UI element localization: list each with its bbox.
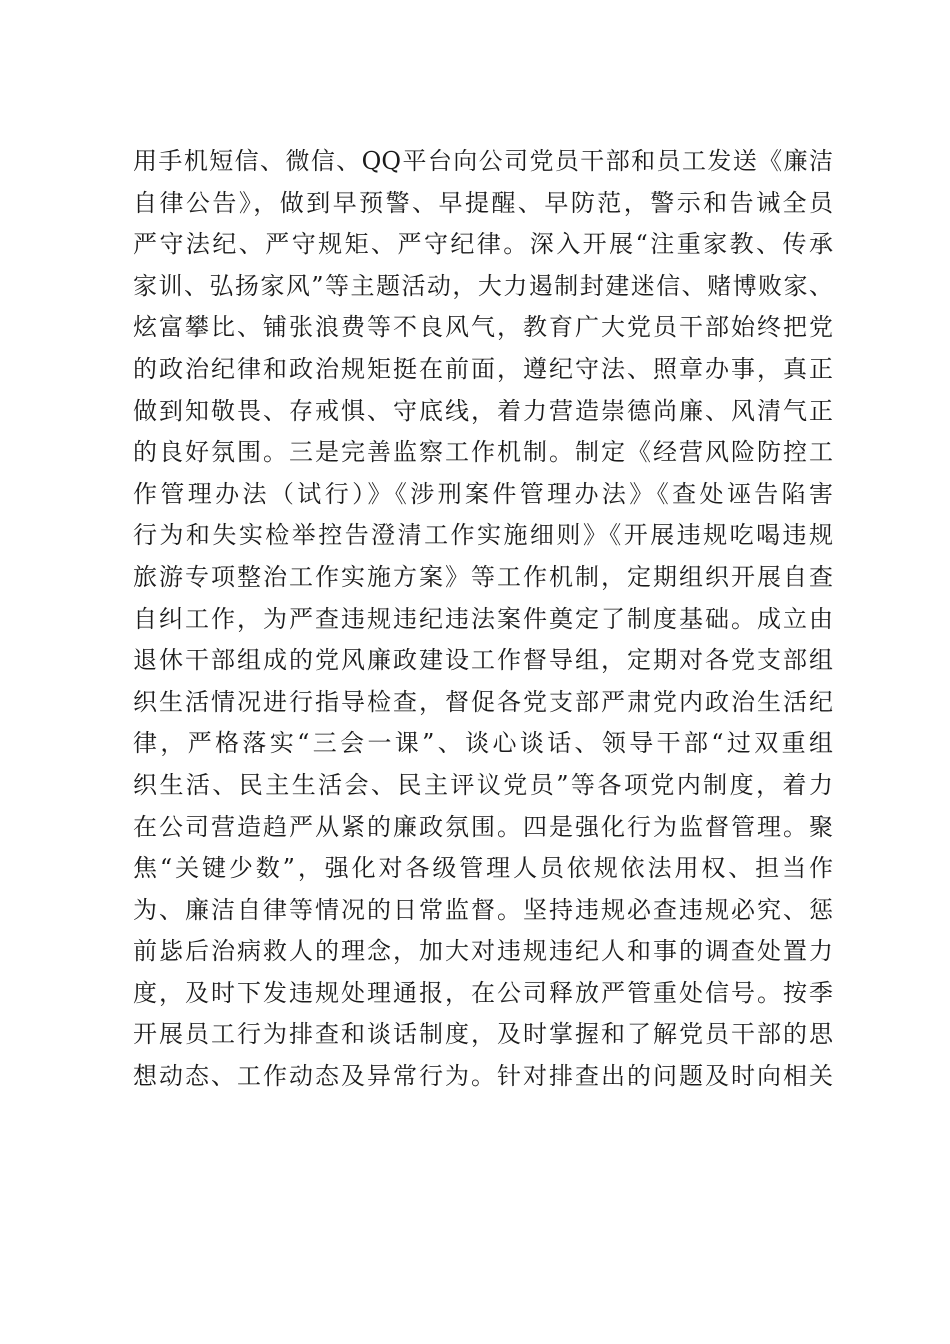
text-line: 织生活情况进行指导检查，督促各党支部严肃党内政治生活纪 <box>133 687 833 716</box>
text-line: 在公司营造趋严从紧的廉政氛围。四是强化行为监督管理。聚 <box>133 812 833 841</box>
text-line: 旅游专项整治工作实施方案》等工作机制，定期组织开展自查 <box>133 562 833 591</box>
body-paragraph <box>133 141 833 1098</box>
text-line: 度，及时下发违规处理通报，在公司释放严管重处信号。按季 <box>133 978 833 1007</box>
text-line: 律，严格落实“三会一课”、谈心谈话、领导干部“过双重组 <box>133 729 833 758</box>
text-line: 行为和失实检举控告澄清工作实施细则》《开展违规吃喝违规 <box>133 521 833 550</box>
text-line: 想动态、工作动态及异常行为。针对排查出的问题及时向相关 <box>133 1062 833 1091</box>
text-line: 的政治纪律和政治规矩挺在前面，遵纪守法、照章办事，真正 <box>133 354 833 383</box>
text-line: 织生活、民主生活会、民主评议党员”等各项党内制度，着力 <box>133 770 833 799</box>
text-line: 焦“关键少数”，强化对各级管理人员依规依法用权、担当作 <box>133 854 833 883</box>
text-line: 家训、弘扬家风”等主题活动，大力遏制封建迷信、赌博败家、 <box>133 271 833 300</box>
text-line: 退休干部组成的党风廉政建设工作督导组，定期对各党支部组 <box>133 646 833 675</box>
text-line: 开展员工行为排查和谈话制度，及时掌握和了解党员干部的思 <box>133 1020 833 1049</box>
text-line: 前毖后治病救人的理念，加大对违规违纪人和事的调查处置力 <box>133 937 833 966</box>
text-line: 作管理办法（试行）》《涉刑案件管理办法》《查处诬告陷害 <box>133 479 833 508</box>
text-line: 用手机短信、微信、QQ平台向公司党员干部和员工发送《廉洁 <box>133 147 833 175</box>
text-line: 自纠工作，为严查违规违纪违法案件奠定了制度基础。成立由 <box>133 604 833 633</box>
text-line: 炫富攀比、铺张浪费等不良风气，教育广大党员干部始终把党 <box>133 313 833 342</box>
text-line: 严守法纪、严守规矩、严守纪律。深入开展“注重家教、传承 <box>133 230 833 259</box>
text-line: 做到知敬畏、存戒惧、守底线，着力营造崇德尚廉、风清气正 <box>133 396 833 425</box>
text-line: 为、廉洁自律等情况的日常监督。坚持违规必查违规必究、惩 <box>133 895 833 924</box>
text-line: 的良好氛围。三是完善监察工作机制。制定《经营风险防控工 <box>133 438 833 467</box>
text-line: 自律公告》，做到早预警、早提醒、早防范，警示和告诫全员 <box>133 188 833 217</box>
